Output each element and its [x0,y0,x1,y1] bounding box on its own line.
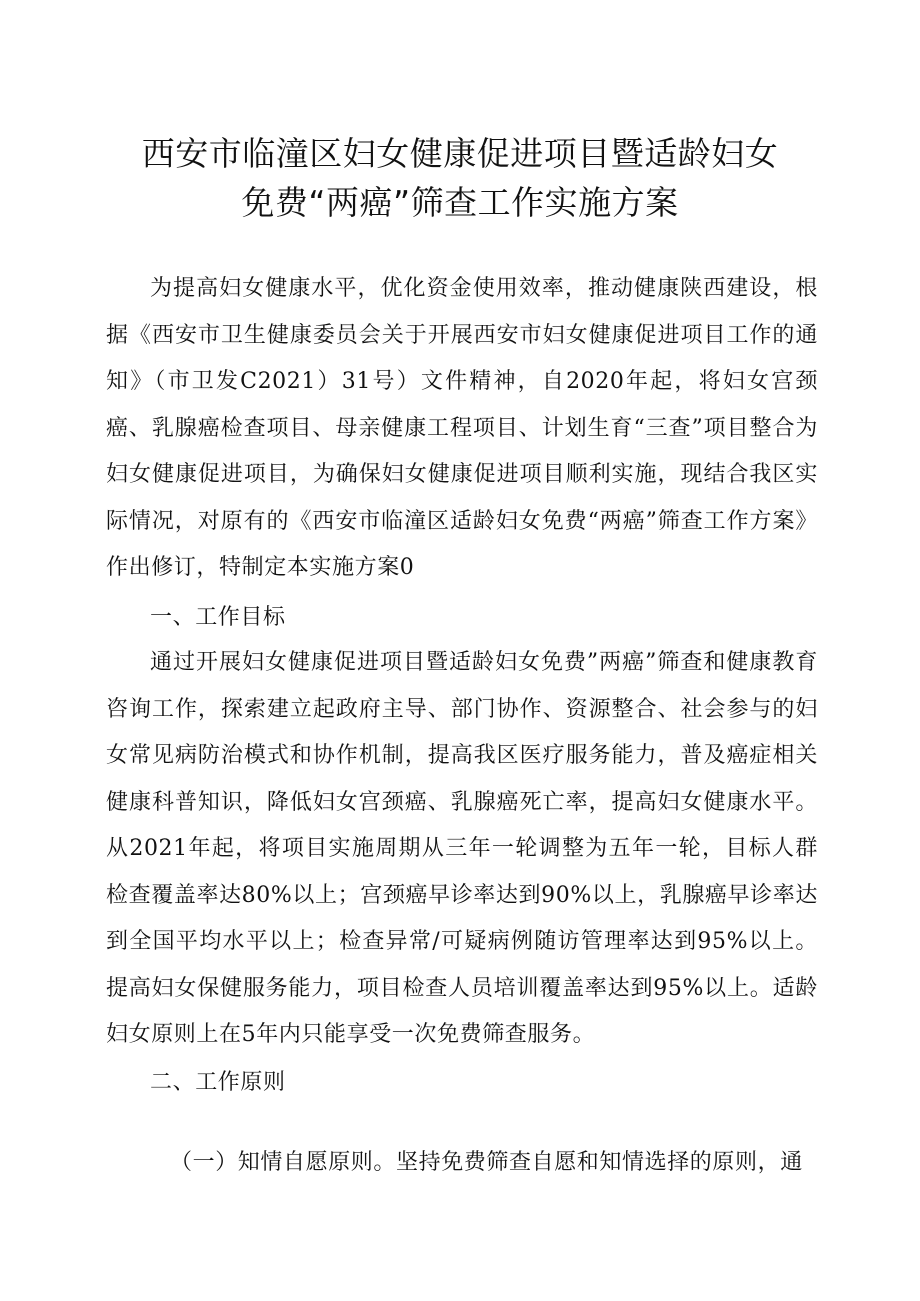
work-goals-paragraph: 通过开展妇女健康促进项目暨适龄妇女免费”两癌”筛查和健康教育咨询工作，探索建立起政府主导、部门协作、资源整合、社会参与的妇女常见病防治模式和协作机制，提高我区医疗服务能力，普及癌症相关健康科普知识，降低妇女宫颈癌、乳腺癌死亡率，提高妇女健康水平。从2021年起，将项目实施周期从三年一轮调整为五年一轮，目标人群检查覆盖率达80%以上；宫颈癌早诊率达到90%以上，乳腺癌早诊率达到全国平均水平以上；检查异常/可疑病例随访管理率达到95%以上。提高妇女保健服务能力，项目检查人员培训覆盖率达到95%以上。适龄妇女原则上在5年内只能享受一次免费筛查服务。 [106,650,818,1047]
principle-item-1: （一）知情自愿原则。坚持免费筛查自愿和知情选择的原则，通 [170,1150,803,1175]
section-heading-work-principles: 二、工作原则 [150,1070,286,1095]
intro-paragraph: 为提高妇女健康水平，优化资金使用效率，推动健康陕西建设，根据《西安市卫生健康委员会关于开展西安市妇女健康促进项目工作的通知》（市卫发C2021）31号）文件精神，自2020年起，将妇女宫颈癌、乳腺癌检查项目、母亲健康工程项目、计划生育“三查”项目整合为妇女健康促进项目，为确保妇女健康促进项目顺利实施，现结合我区实际情况，对原有的《西安市临潼区适龄妇女免费“两癌”筛查工作方案》作出修订，特制定本实施方案0 [106,276,818,580]
document-title-line-1: 西安市临潼区妇女健康促进项目暨适龄妇女 [141,134,779,173]
document-title-line-2: 免费“两癌”筛查工作实施方案 [241,183,679,222]
section-heading-work-goals: 一、工作目标 [150,605,286,630]
